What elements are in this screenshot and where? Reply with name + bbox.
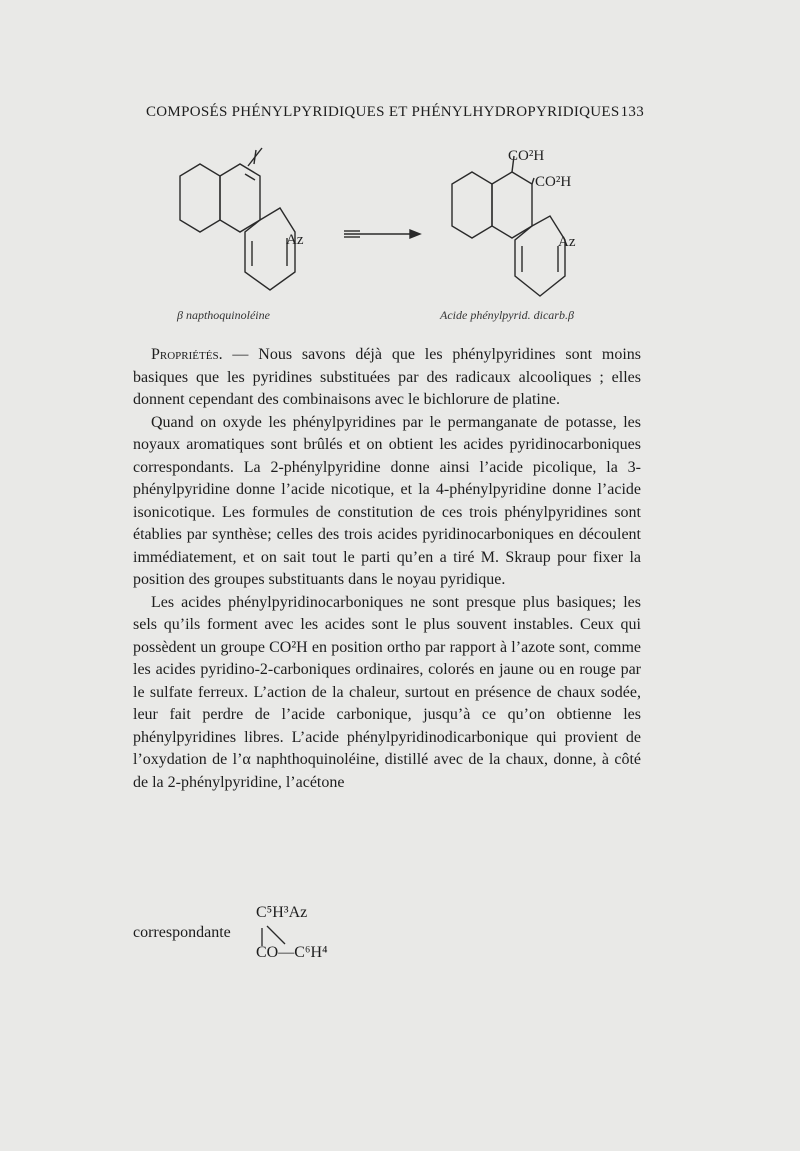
acetone-formula <box>133 904 433 974</box>
reaction-scheme-drawing <box>130 136 670 336</box>
paragraph-oxidation: Quand on oxyde les phénylpyridines par le permanganate de potasse, les noyaux aromatiques sont brûlés et on obtient les acides pyridinocarboniques correspondants. La 2-phénylpyridine donne ainsi l’acide picolique, la 3-phénylpyridine donne l’acide nicotique, et la 4-phénylpyridine donne l’acide isonicotique. Les formules de constitution de ces trois phénylpyridines sont établies par synthèse; celles des trois acides pyridinocarboniques en découlent immédiatement, et on sait tout le parti qu’en a tiré M. Skraup pour fixer la position des groupes substituants dans le noyau pyridique. <box>133 413 641 588</box>
formula-label: correspondante <box>133 924 231 941</box>
reaction-arrow <box>344 230 420 238</box>
side-carboxyl-label: CO²H <box>535 174 572 190</box>
body-text <box>133 344 641 794</box>
paragraph-properties <box>133 344 641 412</box>
beta-naphthoquinoline-structure <box>180 148 295 290</box>
formula-top: C⁵H³Az <box>256 904 308 921</box>
paragraph-acids: Les acides phénylpyridinocarboniques ne sont presque plus basiques; les sels qu’ils forment avec les acides sont le plus souvent instables. Ceux qui possèdent un groupe CO²H en position ortho par rapport à l’azote sont, comme les acides pyridino-2-carboniques ordinaires, colorés en jaune ou en rouge par le sulfate ferreux. L’action de la chaleur, surtout en présence de chaux sodée, leur fait perdre de l’acide carbonique, jusqu’à ce qu’on obtienne les phénylpyridines libres. L’acide phénylpyridinodicarbonique qui provient de l’oxydation de l’α naphthoquinoléine, distillé avec de la chaux, donne, à côté de la 2-phénylpyridine, l’acétone <box>133 593 641 791</box>
formula-bottom: CO—C⁶H⁴ <box>256 944 328 961</box>
right-structure-caption: Acide phénylpyrid. dicarb.β <box>440 308 574 322</box>
left-structure-caption: β napthoquinoléine <box>177 308 270 322</box>
running-head-title: COMPOSÉS PHÉNYLPYRIDIQUES ET PHÉNYLHYDROPYRIDIQUES <box>146 104 620 120</box>
left-azote-label: Az <box>286 232 304 248</box>
right-azote-label: Az <box>558 234 576 250</box>
page-number: 133 <box>620 104 644 120</box>
reaction-scheme <box>130 136 670 336</box>
top-carboxyl-label: CO²H <box>508 148 545 164</box>
section-lead: Propriétés. <box>151 346 223 363</box>
paragraph-properties-text: — Nous savons déjà que les phénylpyridines sont moins basiques que les pyridines substituées par des radicaux alcooliques ; elles donnent cependant des combinaisons avec le bichlorure de platine. <box>133 346 641 408</box>
